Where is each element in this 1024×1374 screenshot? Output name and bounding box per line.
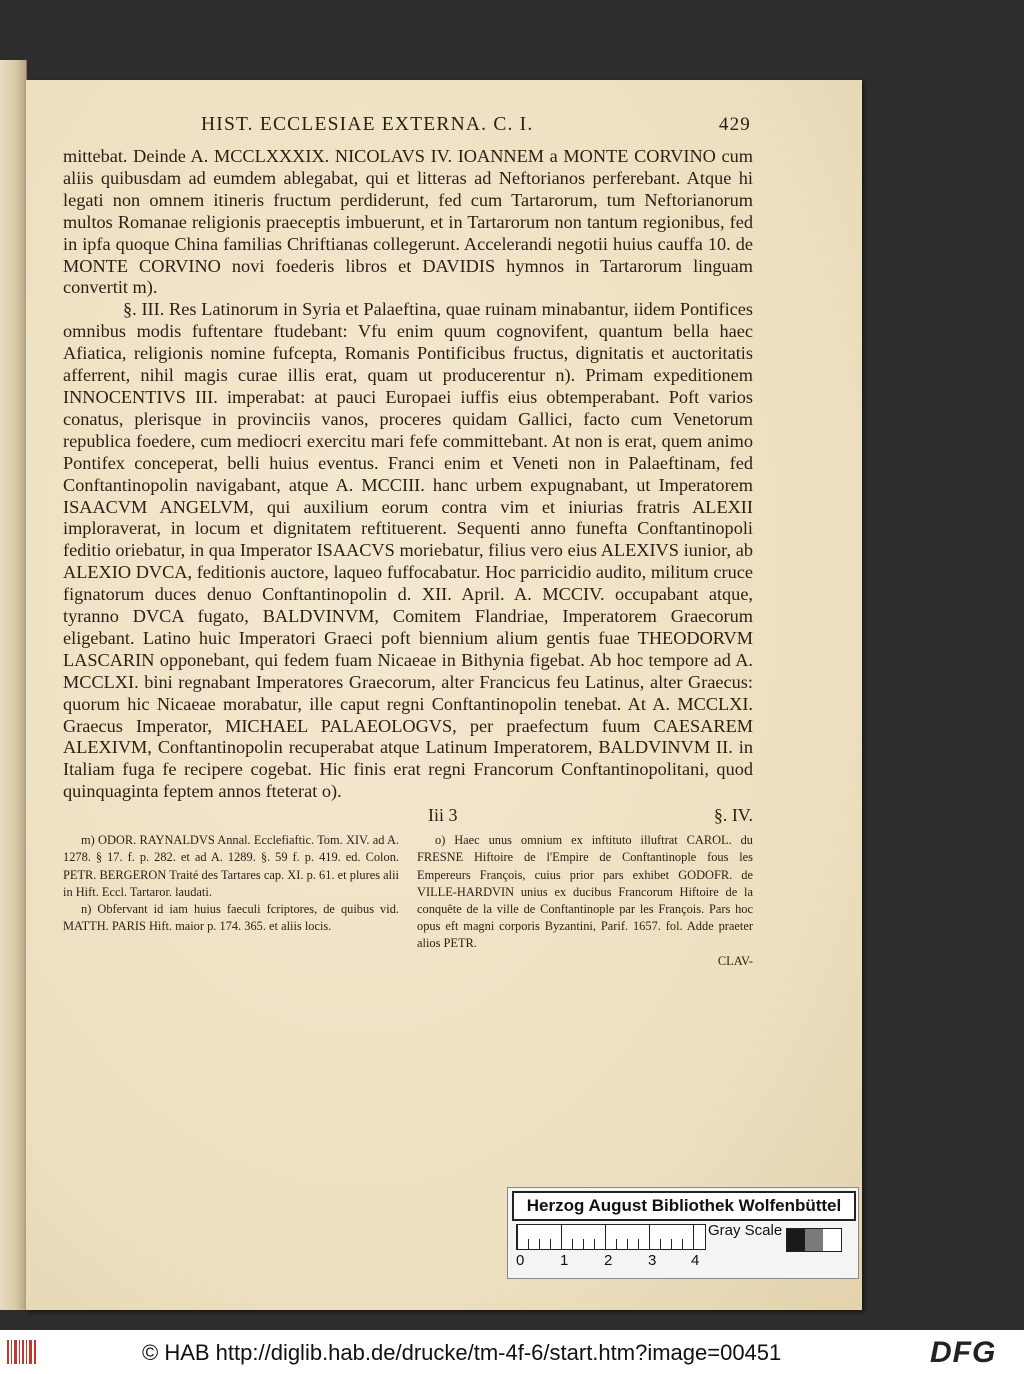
previous-page-edge — [0, 60, 27, 1310]
book-page — [26, 80, 862, 1310]
ruler-tick — [649, 1225, 650, 1249]
ruler — [516, 1224, 706, 1250]
ruler-tick — [594, 1239, 595, 1249]
gray-swatch — [787, 1229, 805, 1251]
ruler-tick — [627, 1239, 628, 1249]
ruler-tick — [660, 1239, 661, 1249]
gray-scale-bar — [786, 1228, 842, 1252]
copyright-link[interactable]: © HAB http://diglib.hab.de/drucke/tm-4f-6/start.htm?image=00451 — [142, 1340, 782, 1365]
ruler-tick — [693, 1225, 694, 1249]
gray-swatch — [823, 1229, 841, 1251]
color-calibration-card — [507, 1187, 859, 1279]
paragraph-2: §. III. Res Latinorum in Syria et Palaeftina, quae ruinam minabantur, iidem Pontifices omnibus modis fuftentare ftudebant: Vfu enim quum cognovifent, quantum bella haec Afiatica, religionis nomine fufcepta, Romanis Pontificibus fructus, dignitatis et auctoritatis afferrent, nihil magis curae illis erat, quam ut producerentur n). Primam expeditionem INNOCENTIVS III. imperabat: at pauci Europaei iuffis eius obtemperabant. Poft varios conatus, plerisque in provinciis vanos, proceres quidam Gallici, facto cum Venetorum republica foedere, cum mediocri exercitu mari fefe committebant. At non is erat, quem animo Pontifex conceperat, belli huius eventus. Franci enim et Veneti non in Palaeftinam, fed Conftantinopolin navigabant, atque A. MCCIII. hanc urbem expugnabant, ut Imperatorem ISAACVM ANGELVM, qui auxilium eorum contra vim et iniurias fratris ALEXII imploraverat, in locum et dignitatem reftituerent. Sequenti anno funefta Conftantinopoli feditio oriebatur, in qua Imperator ISAACVS moriebatur, filius vero eius ALEXIVS iunior, ab ALEXIO DVCA, feditionis auctore, laqueo fuffocabatur. Hoc parricidio audito, militum cruce fignatorum duces denuo Conftantinopolin d. XII. April. A. MCCIV. occupabant atque, tyranno DVCA fugato, BALDVINVM, Comitem Flandriae, Imperatorem Graecorum eligebant. Latino huic Imperatori Graeci poft biennium alium gentis fuae THEODORVM LASCARIN opponebant, qui fedem fuam Nicaeae in Bithynia figebat. Ab hoc tempore ad A. MCCLXI. bini regnabant Imperatores Graecorum, alter Francicus feu Latinus, alter Graecus: quorum hic Nicaeae morabatur, ille caput regni Conftantinopolin tenebat. At A. MCCLXI. Graecus Imperator, MICHAEL PALAEOLOGVS, per praefectum fuum CAESAREM ALEXIVM, Conftantinopolin recuperabat atque Latinum Imperatorem, BALDVINVM II. in Italiam fuga fe recipere cogebat. Hic finis erat regni Francorum Conftantinopolitani, quod quinquaginta feptem annos fteterat o). — [63, 299, 753, 802]
footer-bar — [0, 1330, 1024, 1374]
signature-line — [63, 805, 753, 826]
signature-mark: Iii 3 — [428, 805, 458, 826]
footnote-catchword: CLAV- — [717, 953, 753, 968]
footnotes — [63, 832, 753, 970]
running-head — [201, 114, 753, 144]
page-content — [63, 114, 753, 970]
ruler-tick — [539, 1239, 540, 1249]
ruler-tick — [616, 1239, 617, 1249]
ruler-number: 2 — [604, 1252, 613, 1269]
ruler-tick — [517, 1225, 518, 1249]
ruler-tick — [605, 1225, 606, 1249]
ruler-number: 4 — [691, 1252, 700, 1269]
footnotes-left-column — [63, 832, 399, 970]
catchword: §. IV. — [713, 805, 753, 826]
ruler-tick — [638, 1239, 639, 1249]
ruler-number: 1 — [560, 1252, 569, 1269]
card-title: Herzog August Bibliothek Wolfenbüttel — [512, 1191, 856, 1221]
ruler-tick — [550, 1239, 551, 1249]
footnotes-right-column — [417, 832, 753, 970]
ruler-tick — [561, 1225, 562, 1249]
ruler-number: 0 — [516, 1252, 525, 1269]
ruler-tick — [528, 1239, 529, 1249]
page-number: 429 — [718, 114, 751, 135]
running-head-title: HIST. ECCLESIAE EXTERNA. C. I. — [201, 114, 534, 135]
ruler-number: 3 — [648, 1252, 657, 1269]
body-text — [63, 146, 753, 803]
ruler-tick — [572, 1239, 573, 1249]
footnote-o: o) Haec unus omnium ex inftituto illuftrat CAROL. du FRESNE Hiftoire de l'Empire de Conftantinople fous les Empereurs François, cuius prior pars exhibet GODOFR. de VILLE-HARDVIN unius ex ducibus Francorum Hiftoire de la conquête de la ville de Conftantinople par les François. Pars hoc opus eft magni corporis Byzantini, Parif. 1657. fol. Adde praeter alios PETR. — [417, 833, 753, 951]
ruler-numbers — [508, 1252, 708, 1272]
dfg-logo: DFG — [930, 1336, 997, 1369]
barcode-icon — [6, 1338, 38, 1366]
paragraph-1: mittebat. Deinde A. MCCLXXXIX. NICOLAVS IV. IOANNEM a MONTE CORVINO cum aliis quibusdam ad eumdem ablegabat, qui et litteras ad Neftorianos perferebant. Atque hi legati non omnem itineris fructum perdiderunt, fed cum Tartarorum, tum Neftorianorum multos Romanae religionis praeceptis imbuerunt, et in Tartarorum non tantum regionibus, fed in ipfa quoque China familias Chriftianas collegerunt. Accelerandi negotii huius cauffa 10. de MONTE CORVINO novi foederis libros et DAVIDIS hymnos in Tartarorum linguam convertit m). — [63, 146, 753, 298]
footnote-m: m) ODOR. RAYNALDVS Annal. Ecclefiaftic. Tom. XIV. ad A. 1278. § 17. f. p. 282. et ad A. 1289. §. 59 f. p. 419. ed. Colon. PETR. BERGERON Traité des Tartares cap. XI. p. 61. et plures alii in Hift. Eccl. Tartaror. laudati. — [63, 833, 399, 899]
footnote-n: n) Obfervant id iam huius faeculi fcriptores, de quibus vid. MATTH. PARIS Hift. maior p. 174. 365. et aliis locis. — [63, 902, 399, 934]
gray-swatch — [805, 1229, 823, 1251]
ruler-tick — [682, 1239, 683, 1249]
ruler-tick — [671, 1239, 672, 1249]
gray-scale-label: Gray Scale — [708, 1222, 783, 1239]
ruler-tick — [583, 1239, 584, 1249]
